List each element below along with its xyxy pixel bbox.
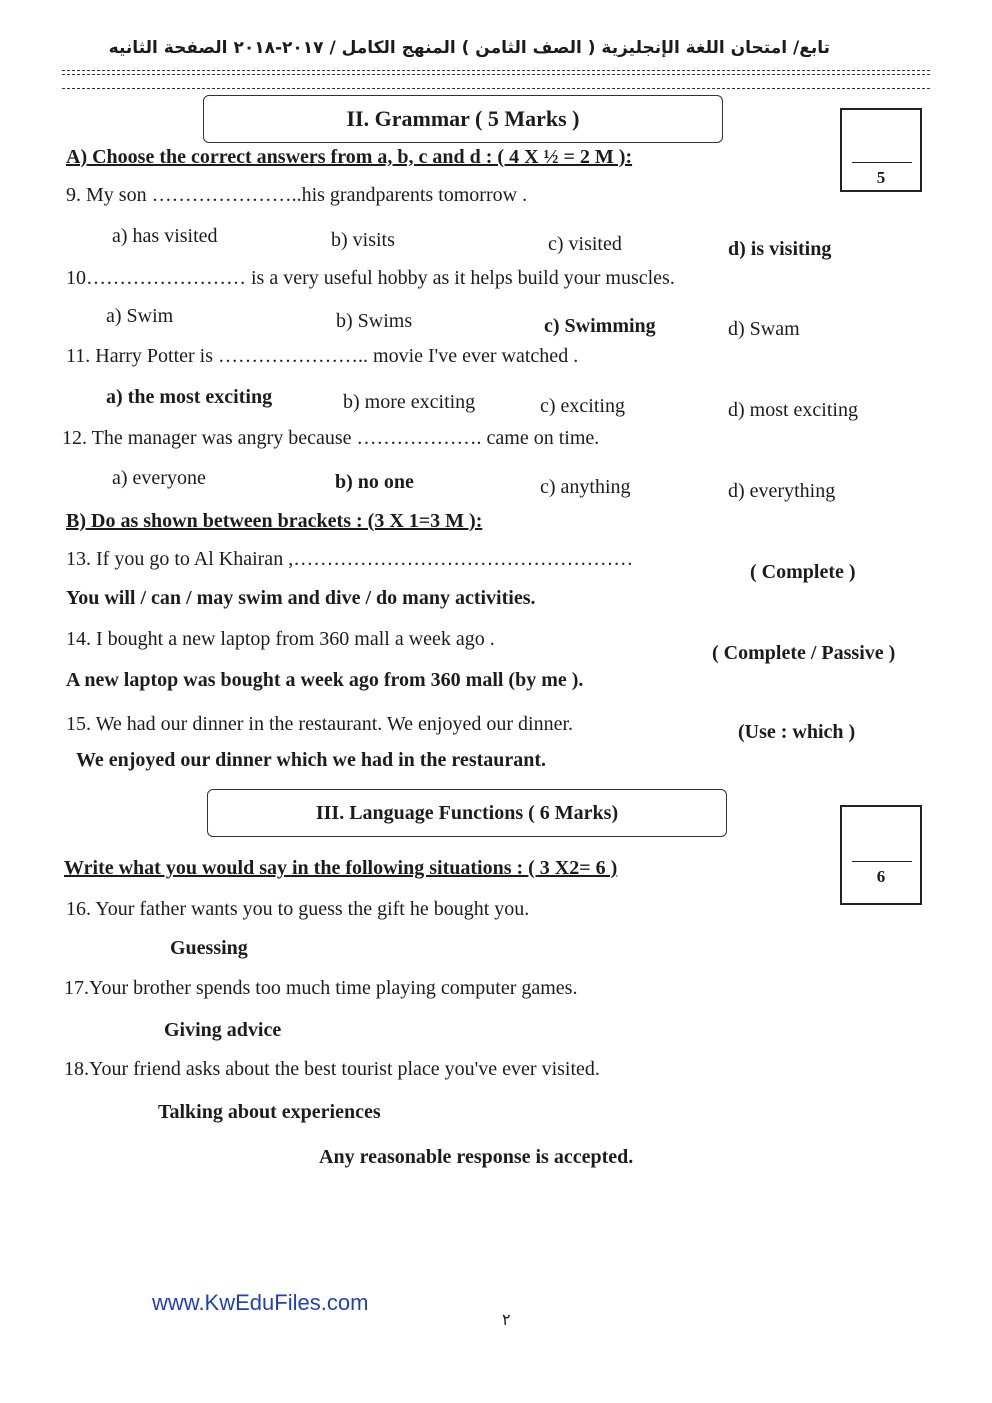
exam-header-arabic: تابع/ امتحان اللغة الإنجليزية ( الصف الثامن ) المنهج الكامل / ٢٠١٧-٢٠١٨ الصفحة الثانيه (108, 38, 830, 58)
question-11-option-d: d) most exciting (728, 399, 858, 421)
question-10-option-c: c) Swimming (544, 315, 656, 337)
question-18: 18.Your friend asks about the best tourist place you've ever visited. (64, 1058, 600, 1080)
question-15-instruction: (Use : which ) (738, 721, 856, 743)
question-17-function: Giving advice (164, 1019, 282, 1041)
question-10-option-b: b) Swims (336, 310, 413, 332)
question-12-option-c: c) anything (540, 476, 631, 498)
question-13-instruction: ( Complete ) (750, 561, 856, 583)
question-11-option-c: c) exciting (540, 395, 625, 417)
question-14-answer: A new laptop was bought a week ago from 360 mall (by me ). (66, 669, 584, 691)
question-10: 10…………………… is a very useful hobby as it helps build your muscles. (66, 267, 675, 289)
part-b-heading: B) Do as shown between brackets : (3 X 1=3 M ): (66, 510, 483, 532)
language-functions-heading: Write what you would say in the following situations : ( 3 X2= 6 ) (64, 857, 618, 879)
language-functions-score: 6 (876, 867, 886, 886)
question-16: 16. Your father wants you to guess the gift he bought you. (66, 898, 530, 920)
question-15-answer: We enjoyed our dinner which we had in the restaurant. (76, 749, 547, 771)
question-11-option-b: b) more exciting (343, 391, 476, 413)
question-12-option-a: a) everyone (112, 467, 206, 489)
question-11-option-a: a) the most exciting (106, 386, 273, 408)
header-divider-bottom (62, 88, 930, 89)
question-12: 12. The manager was angry because ………………. came on time. (62, 427, 600, 449)
question-12-option-d: d) everything (728, 480, 836, 502)
page-number: ٢ (502, 1310, 511, 1329)
website-link[interactable]: www.KwEduFiles.com (152, 1290, 369, 1315)
question-15: 15. We had our dinner in the restaurant. We enjoyed our dinner. (66, 713, 574, 735)
question-18-function: Talking about experiences (158, 1101, 381, 1123)
question-14-instruction: ( Complete / Passive ) (712, 642, 896, 664)
grammar-score-box (840, 108, 922, 192)
header-divider-top (62, 70, 930, 71)
question-9-option-a: a) has visited (112, 225, 218, 247)
question-16-function: Guessing (170, 937, 248, 959)
language-functions-score-box (840, 805, 922, 905)
question-9: 9. My son …………………..his grandparents tomorrow . (66, 184, 528, 206)
language-functions-title: III. Language Functions ( 6 Marks) (315, 801, 619, 824)
question-13-answer: You will / can / may swim and dive / do many activities. (66, 587, 536, 609)
question-13: 13. If you go to Al Khairan ,…………………………………………… (66, 548, 634, 570)
question-17: 17.Your brother spends too much time playing computer games. (64, 977, 578, 999)
question-9-option-b: b) visits (331, 229, 395, 251)
marking-note: Any reasonable response is accepted. (319, 1146, 634, 1168)
grammar-section-title: II. Grammar ( 5 Marks ) (346, 106, 580, 131)
question-9-option-d: d) is visiting (728, 238, 832, 260)
part-a-heading: A) Choose the correct answers from a, b, c and d : ( 4 X ½ = 2 M ): (66, 146, 633, 168)
question-9-option-c: c) visited (548, 233, 622, 255)
question-14: 14. I bought a new laptop from 360 mall a week ago . (66, 628, 495, 650)
header-divider-middle (62, 74, 930, 75)
question-11: 11. Harry Potter is ………………….. movie I've ever watched . (66, 345, 579, 367)
grammar-score: 5 (876, 168, 886, 187)
question-10-option-d: d) Swam (728, 318, 800, 340)
language-functions-title-box (207, 789, 727, 837)
score-line (852, 162, 912, 163)
grammar-section-title-box (203, 95, 723, 143)
score-line (852, 861, 912, 862)
question-12-option-b: b) no one (335, 471, 414, 493)
question-10-option-a: a) Swim (106, 305, 174, 327)
